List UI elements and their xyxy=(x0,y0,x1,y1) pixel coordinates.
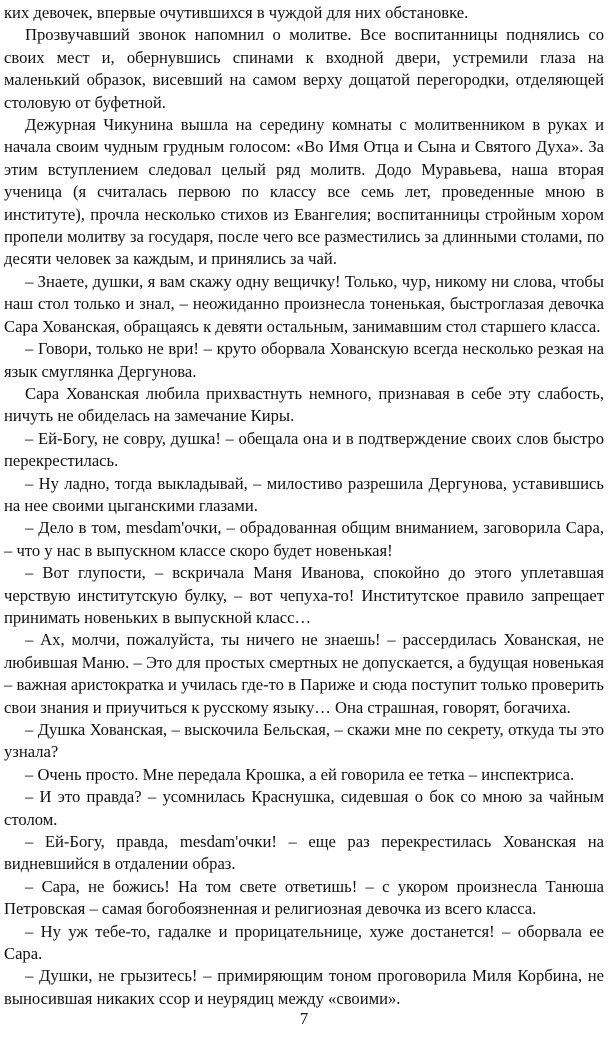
paragraph: – Ах, молчи, пожалуйста, ты ничего не знаешь! – рассердилась Хованская, не любившая Маню. – Это для простых смертных не допускается, а будущая новенькая – важная аристократка и училась где-то в Париже и сюда поступит только проверить свои знания и приучиться к русскому языку… Она страшная, говорят, богачиха. xyxy=(4,630,604,717)
paragraph: – Говори, только не ври! – круто оборвала Хованскую всегда несколько резкая на язык смуглянка Дергунова. xyxy=(4,339,604,381)
paragraph: – Ну уж тебе-то, гадалке и прорицательнице, хуже достанется! – оборвала ее Сара. xyxy=(4,921,604,964)
paragraph: Дежурная Чикунина вышла на середину комнаты с молитвенником в руках и начала своим чудным грудным голосом: «Во Имя Отца и Сына и Святого Духа». За этим вступлением следовал целый ряд молитв. Додо Муравьева, наша вторая ученица (я считалась первою по классу все семь лет, проведенные мною в институте), прочла несколько стихов из Евангелия; воспитанницы стройным хором пропели молитву за государя, после чего все разместились за длинными столами, по десяти человек за каждым, и принялись за чай. xyxy=(4,115,604,269)
paragraph: – Очень просто. Мне передала Крошка, а ей говорила ее тетка – инспектриса. xyxy=(25,764,575,784)
book-page-text xyxy=(4,2,604,1010)
paragraph: – Душки, не грызитесь! – примиряющим тоном проговорила Миля Корбина, не выносившая никаких ссор и неурядиц между «своими». xyxy=(4,966,604,1008)
paragraph: Сара Хованская любила прихвастнуть немного, признавая в себе эту слабость, ничуть не обиделась на замечание Киры. xyxy=(4,383,604,426)
paragraph: ких девочек, впервые очутившихся в чуждой для них обстановке. xyxy=(4,3,469,22)
paragraph: – Ей-Богу, правда, mesdam'очки! – еще раз перекрестилась Хованская на видневшийся в отдалении образ. xyxy=(4,832,604,874)
page-number: 7 xyxy=(299,1009,309,1028)
paragraph: – Ей-Богу, не совру, душка! – обещала она и в подтверждение своих слов быстро перекрестилась. xyxy=(4,428,604,471)
paragraph: Прозвучавший звонок напомнил о молитве. Все воспитанницы поднялись со своих мест и, обернувшись спинами к входной двери, устремили глаза на маленький образок, висевший на самом верху дощатой перегородки, отделяющей столовую от буфетной. xyxy=(4,25,604,112)
paragraph: – Знаете, душки, я вам скажу одну вещичку! Только, чур, никому ни слова, чтобы наш стол только и знал, – неожиданно произнесла тоненькая, быстроглазая девочка Сара Хованская, обращаясь к девяти остальным, занимавшим стол старшего класса. xyxy=(4,271,604,336)
paragraph: – Вот глупости, – вскричала Маня Иванова, спокойно до этого уплетавшая черствую институтскую булку, – вот чепуха-то! Институтское правило запрещает принимать новеньких в выпускной класс… xyxy=(4,563,604,627)
paragraph: – И это правда? – усомнилась Краснушка, сидевшая о бок со мною за чайным столом. xyxy=(4,787,604,829)
paragraph: – Душка Хованская, – выскочила Бельская, – скажи мне по секрету, откуда ты это узнала? xyxy=(4,720,604,762)
paragraph: – Ну ладно, тогда выкладывай, – милостиво разрешила Дергунова, уставившись на нее своими цыганскими глазами. xyxy=(4,473,604,515)
paragraph: – Сара, не божись! На том свете ответишь! – с укором произнесла Танюша Петровская – самая богобоязненная и религиозная девочка из всего класса. xyxy=(4,876,604,919)
paragraph: – Дело в том, mesdam'очки, – обрадованная общим вниманием, заговорила Сара, – что у нас в выпускном классе скоро будет новенькая! xyxy=(4,518,604,560)
